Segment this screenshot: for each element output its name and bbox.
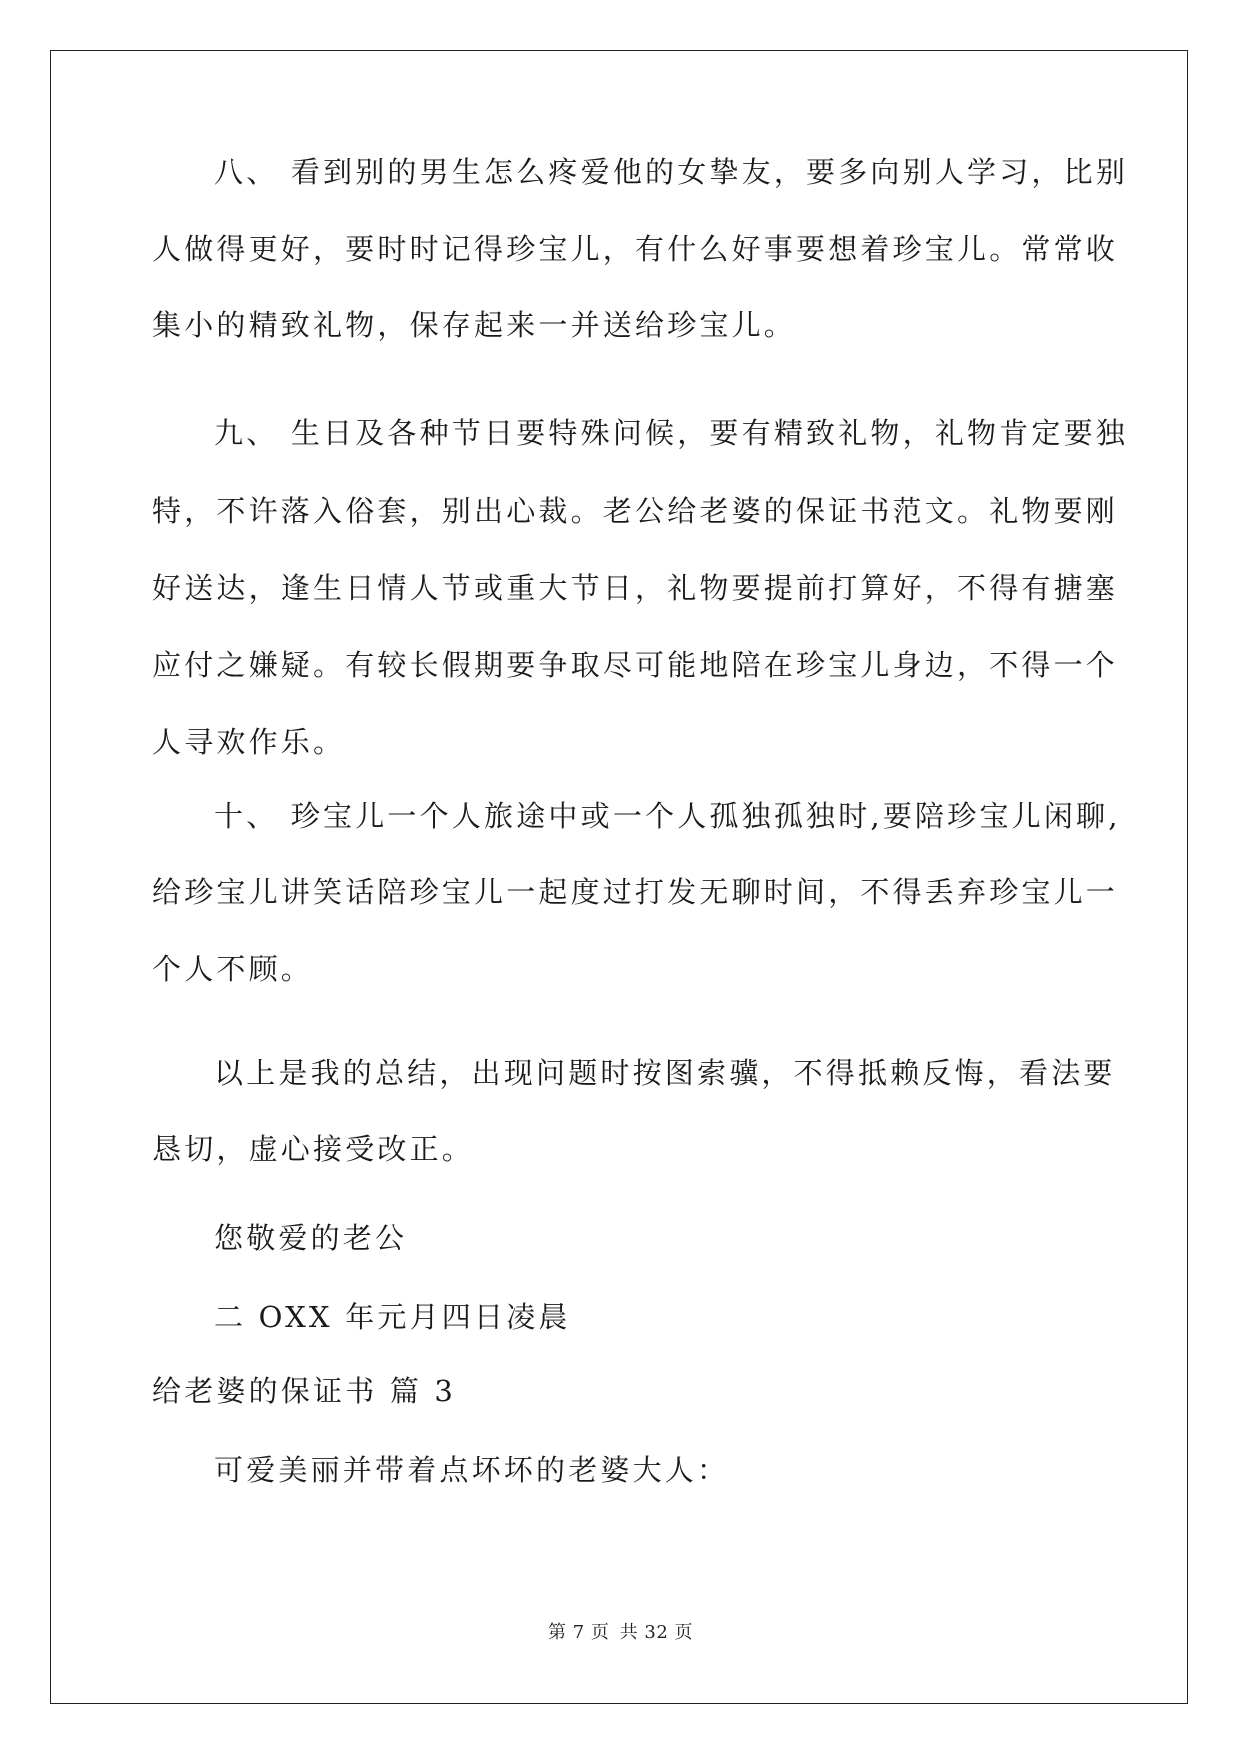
paragraph-10-line-2: 给珍宝儿讲笑话陪珍宝儿一起度过打发无聊时间，不得丢弃珍宝儿一 — [152, 875, 1119, 909]
paragraph-9-line-1: 九、 生日及各种节日要特殊问候，要有精致礼物，礼物肯定要独 — [214, 416, 1129, 450]
total-pages: 共 32 页 — [619, 1622, 693, 1643]
paragraph-8-line-1: 八、 看到别的男生怎么疼爱他的女挚友，要多向别人学习，比别 — [214, 155, 1129, 189]
paragraph-10-line-1: 十、 珍宝儿一个人旅途中或一个人孤独孤独时,要陪珍宝儿闲聊, — [214, 799, 1121, 833]
page-number: 第 7 页 — [548, 1622, 610, 1643]
summary-line-2: 恳切，虚心接受改正。 — [152, 1132, 475, 1166]
paragraph-8-line-2: 人做得更好，要时时记得珍宝儿，有什么好事要想着珍宝儿。常常收 — [152, 232, 1119, 266]
paragraph-9-line-5: 人寻欢作乐。 — [152, 725, 346, 759]
paragraph-10-line-3: 个人不顾。 — [152, 952, 314, 986]
signature-date: 二 OXX 年元月四日凌晨 — [214, 1300, 571, 1334]
paragraph-9-line-4: 应付之嫌疑。有较长假期要争取尽可能地陪在珍宝儿身边，不得一个 — [152, 648, 1119, 682]
page-footer — [0, 1618, 1241, 1644]
paragraph-8-line-3: 集小的精致礼物，保存起来一并送给珍宝儿。 — [152, 308, 797, 342]
paragraph-9-line-2: 特，不许落入俗套，别出心裁。老公给老婆的保证书范文。礼物要刚 — [152, 494, 1119, 528]
salutation: 可爱美丽并带着点坏坏的老婆大人： — [214, 1453, 730, 1487]
summary-line-1: 以上是我的总结，出现问题时按图索骥，不得抵赖反悔，看法要 — [214, 1056, 1116, 1090]
section-heading: 给老婆的保证书 篇 3 — [152, 1374, 457, 1408]
signature: 您敬爱的老公 — [214, 1221, 408, 1255]
paragraph-9-line-3: 好送达，逢生日情人节或重大节日，礼物要提前打算好，不得有搪塞 — [152, 571, 1119, 605]
